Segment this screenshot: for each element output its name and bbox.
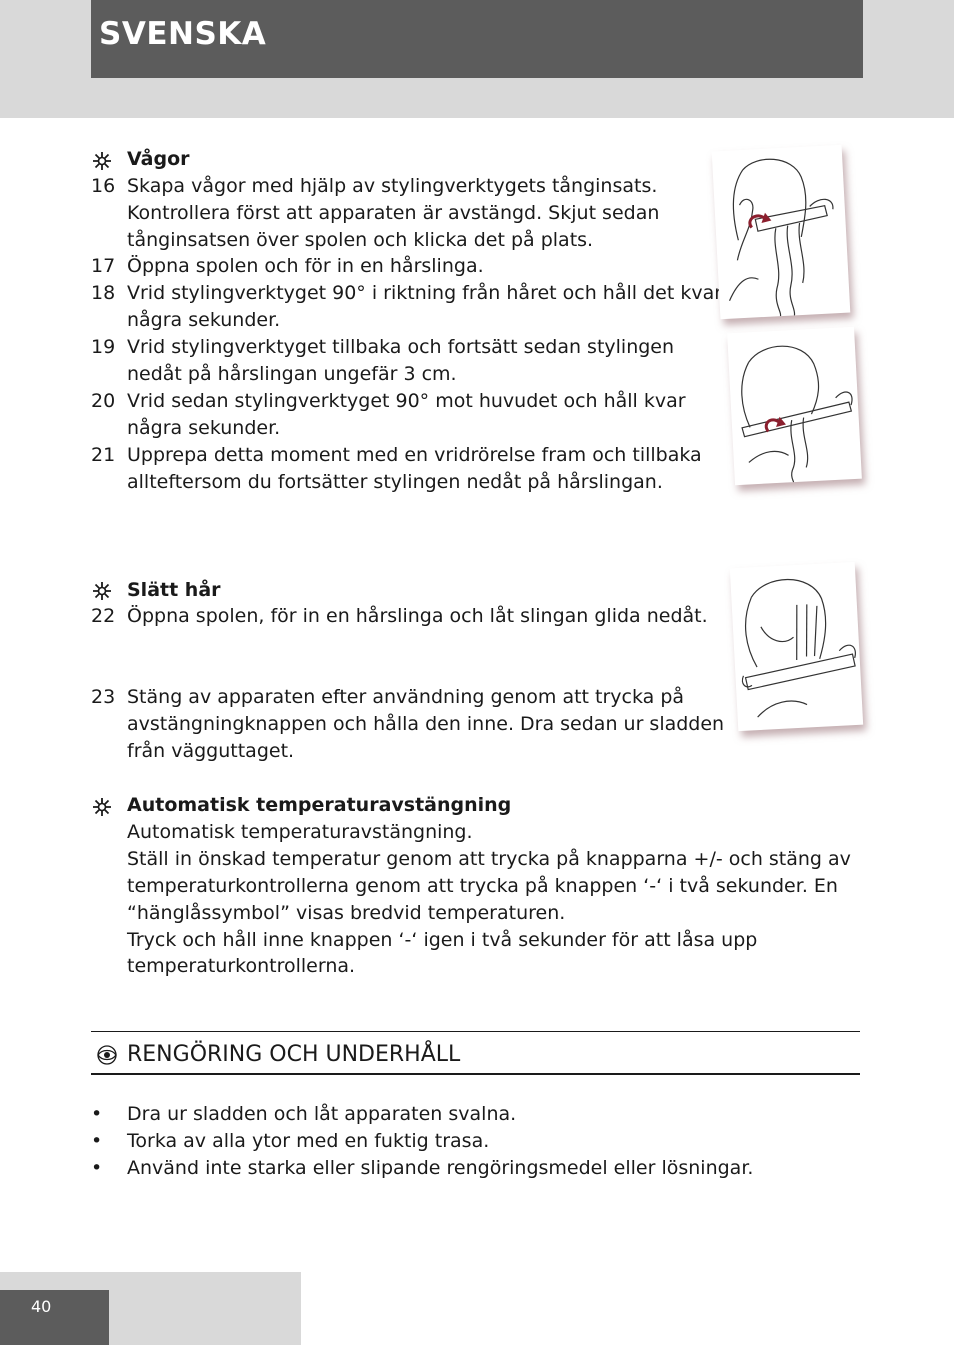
step-text: några sekunder.: [127, 309, 281, 331]
step-text: några sekunder.: [127, 417, 281, 439]
list-item: Använd inte starka eller slipande rengöringsmedel eller lösningar.: [127, 1157, 754, 1179]
step-text: Kontrollera först att apparaten är avstängd. Skjut sedan: [127, 202, 660, 224]
step-text: Vrid stylingverktyget tillbaka och fortsätt sedan stylingen: [127, 336, 675, 358]
step-number: 23: [91, 686, 116, 708]
paragraph-line: “hänglåssymbol” visas bredvid temperaturen.: [127, 902, 566, 924]
star-burst-icon: [92, 797, 112, 817]
list-item: Dra ur sladden och låt apparaten svalna.: [127, 1103, 517, 1125]
step-number: 21: [91, 444, 116, 466]
paragraph-line: Tryck och håll inne knappen ‘-‘ igen i två sekunder för att låsa upp: [127, 929, 758, 951]
step-number: 20: [91, 390, 116, 412]
paragraph-line: temperaturkontrollerna genom att trycka på knappen ‘-‘ i två sekunder. En: [127, 875, 838, 897]
page-title: SVENSKA: [99, 16, 267, 52]
paragraph-line: Ställ in önskad temperatur genom att trycka på knapparna +/- och stäng av: [127, 848, 851, 870]
step-text: Stäng av apparaten efter användning genom att trycka på: [127, 686, 685, 708]
step-number: 22: [91, 605, 116, 627]
step-text: Upprepa detta moment med en vridrörelse fram och tillbaka: [127, 444, 702, 466]
step-text: tånginsatsen över spolen och klicka det på plats.: [127, 229, 594, 251]
section-heading-cleaning: RENGÖRING OCH UNDERHÅLL: [127, 1042, 461, 1067]
step-text: Vrid sedan stylingverktyget 90° mot huvudet och håll kvar: [127, 390, 686, 412]
paragraph-line: Automatisk temperaturavstängning.: [127, 821, 473, 843]
bullet-symbol: •: [91, 1130, 103, 1152]
page-number-box: [0, 1290, 109, 1345]
list-item: Torka av alla ytor med en fuktig trasa.: [127, 1130, 490, 1152]
step-number: 18: [91, 282, 116, 304]
page-number: 40: [31, 1297, 52, 1316]
bullet-symbol: •: [91, 1157, 103, 1179]
step-text: Skapa vågor med hjälp av stylingverktygets tånginsats.: [127, 175, 658, 197]
step-text: Vrid stylingverktyget 90° i riktning från håret och håll det kvar: [127, 282, 723, 304]
section-rule-top: [91, 1031, 860, 1032]
step-text: nedåt på hårslingan ungefär 3 cm.: [127, 363, 457, 385]
star-burst-icon: [92, 151, 112, 171]
eye-icon: [93, 1045, 121, 1065]
illustration-straight-styling: [730, 562, 863, 731]
illustration-wave-styling-2: [727, 327, 862, 485]
step-text: Öppna spolen och för in en hårslinga.: [127, 255, 484, 277]
illustration-wave-styling-1: [712, 145, 851, 320]
step-number: 17: [91, 255, 116, 277]
bullet-symbol: •: [91, 1103, 103, 1125]
section-heading-autotemp: Automatisk temperaturavstängning: [127, 794, 512, 816]
section-rule-bottom: [91, 1073, 860, 1075]
step-text: avstängningknappen och hålla den inne. Dra sedan ur sladden: [127, 713, 725, 735]
header-title-bar: [91, 0, 863, 78]
section-heading-waves: Vågor: [127, 148, 190, 170]
paragraph-line: temperaturkontrollerna.: [127, 955, 356, 977]
step-number: 16: [91, 175, 116, 197]
step-text: Öppna spolen, för in en hårslinga och låt slingan glida nedåt.: [127, 605, 708, 627]
step-number: 19: [91, 336, 116, 358]
step-text: allteftersom du fortsätter stylingen nedåt på hårslingan.: [127, 471, 663, 493]
section-heading-straight: Slätt hår: [127, 579, 221, 601]
step-text: från vägguttaget.: [127, 740, 295, 762]
star-burst-icon: [92, 581, 112, 601]
